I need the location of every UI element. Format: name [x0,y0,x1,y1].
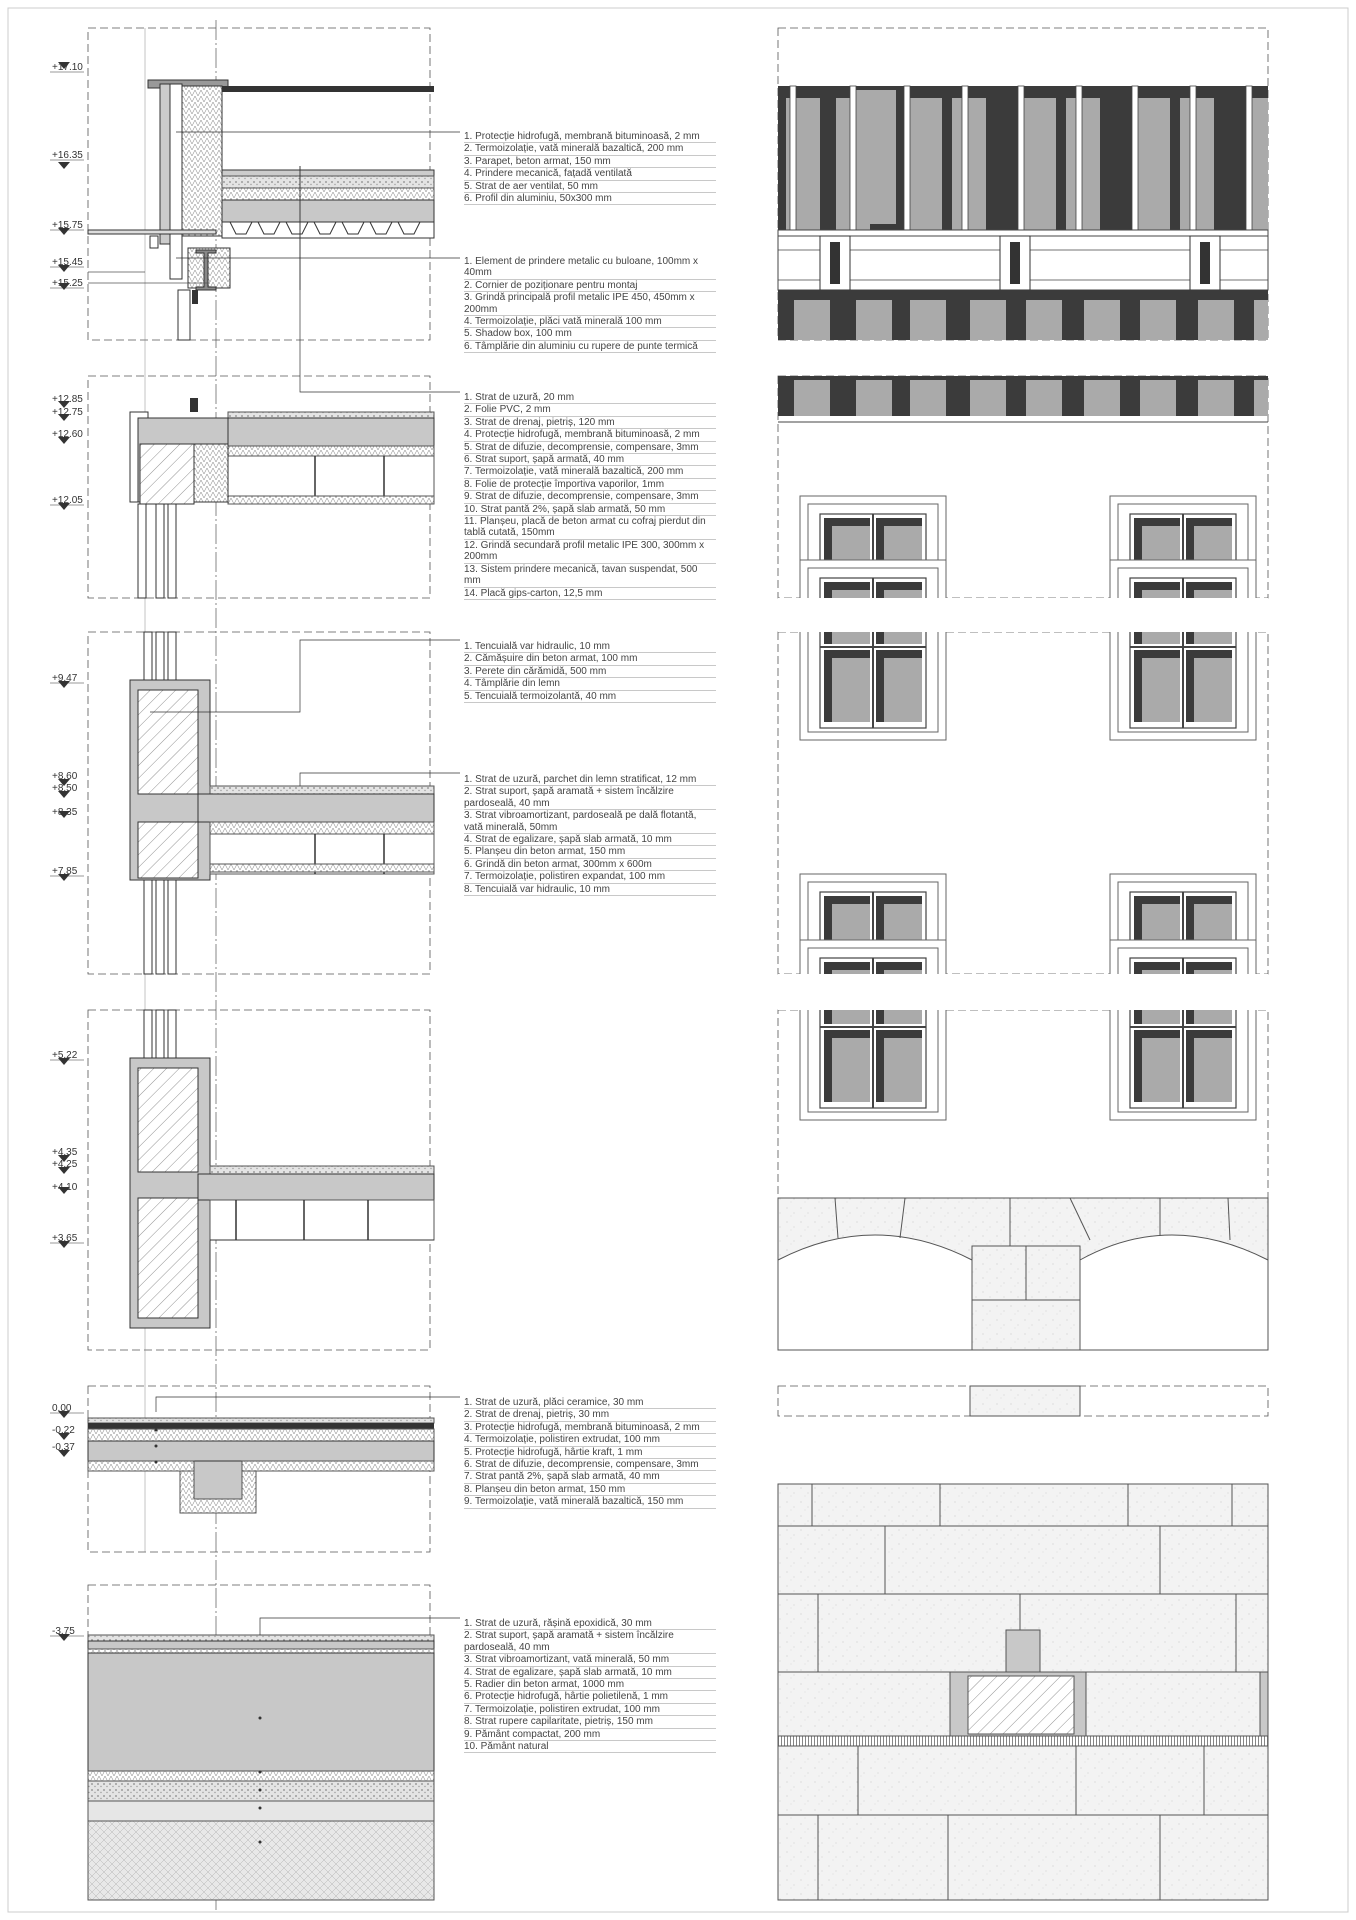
legend-item: 10. Strat pantă 2%, șapă slab armată, 50 mm [464,504,716,516]
legend-item: 9. Strat de difuzie, decomprensie, compensare, 3mm [464,491,716,503]
legend-item: 2. Termoizolație, vată minerală bazaltică, 200 mm [464,143,716,155]
roof-detail [88,80,434,340]
level-label: +5.22 [52,1050,78,1061]
legend-item: 8. Folie de protecție împortiva vaporilor, 1mm [464,479,716,491]
legend-item: 3. Strat vibroamortizant, pardoseală pe dală flotantă, vată minerală, 50mm [464,810,716,834]
legend-item: 9. Termoizolație, vată minerală bazaltică, 150 mm [464,1496,716,1508]
legend-roof-parapet [464,131,716,205]
legend-item: 2. Cornier de poziționare pentru montaj [464,280,716,292]
legend-item: 5. Strat de difuzie, decomprensie, compensare, 3mm [464,442,716,454]
legend-ground [464,1397,716,1509]
level-label: +4.35 [52,1147,78,1158]
level-label: +12.60 [52,429,83,440]
legend-item: 2. Strat de drenaj, pietriș, 30 mm [464,1409,716,1421]
level-label: +4.10 [52,1182,78,1193]
legend-item: 4. Termoizolație, polistiren extrudat, 100 mm [464,1434,716,1446]
legend-item: 7. Termoizolație, vată minerală bazaltică, 200 mm [464,466,716,478]
legend-roof-beam [464,256,716,353]
legend-item: 4. Termoizolație, plăci vată minerală 100 mm [464,316,716,328]
legend-item: 4. Protecție hidrofugă, membrană bituminoasă, 2 mm [464,429,716,441]
legend-item: 1. Element de prindere metalic cu buloane, 100mm x 40mm [464,256,716,280]
legend-item: 6. Grindă din beton armat, 300mm x 600m [464,859,716,871]
terrace-detail [130,398,434,598]
level-label: +16.35 [52,150,83,161]
legend-item: 3. Strat de drenaj, pietriș, 120 mm [464,417,716,429]
legend-item: 1. Strat de uzură, rășină epoxidică, 30 mm [464,1618,716,1630]
legend-item: 13. Sistem prindere mecanică, tavan suspendat, 500 mm [464,564,716,588]
legend-item: 1. Protecție hidrofugă, membrană bituminoasă, 2 mm [464,131,716,143]
legend-item: 1. Strat de uzură, 20 mm [464,392,716,404]
legend-item: 2. Strat suport, șapă aramată + sistem încălzire pardoseală, 40 mm [464,1630,716,1654]
legend-item: 11. Planșeu, placă de beton armat cu cofraj pierdut din tablă cutată, 150mm [464,516,716,540]
legend-item: 3. Perete din cărămidă, 500 mm [464,666,716,678]
legend-item: 2. Strat suport, șapă aramată + sistem încălzire pardoseală, 40 mm [464,786,716,810]
legend-item: 6. Tâmplărie din aluminiu cu rupere de punte termică [464,341,716,353]
legend-basement [464,1618,716,1753]
basement-detail [88,1635,434,1900]
legend-item: 4. Strat de egalizare, șapă slab armată, 10 mm [464,1667,716,1679]
legend-item: 4. Strat de egalizare, șapă slab armată, 10 mm [464,834,716,846]
level-underlines [50,72,84,1636]
level-label: +8.35 [52,807,78,818]
legend-item: 5. Planșeu din beton armat, 150 mm [464,846,716,858]
level-label: +8.60 [52,771,78,782]
level-label: +17.10 [52,62,83,73]
level-label: +12.05 [52,495,83,506]
floor-detail [130,632,434,974]
legend-item: 5. Protecție hidrofugă, hârtie kraft, 1 mm [464,1447,716,1459]
level-label: +15.45 [52,257,83,268]
legend-wall [464,641,716,703]
legend-item: 5. Tencuială termoizolantă, 40 mm [464,691,716,703]
legend-item: 7. Termoizolație, polistiren expandat, 100 mm [464,871,716,883]
legend-item: 4. Prindere mecanică, fațadă ventilată [464,168,716,180]
level-label: -3.75 [52,1626,75,1637]
legend-terrace [464,392,716,600]
level-label: +12.75 [52,407,83,418]
level-label: +15.25 [52,278,83,289]
legend-item: 3. Parapet, beton armat, 150 mm [464,156,716,168]
legend-item: 3. Strat vibroamortizant, vată minerală, 50 mm [464,1654,716,1666]
legend-item: 2. Cămășuire din beton armat, 100 mm [464,653,716,665]
legend-item: 8. Strat rupere capilaritate, pietriș, 150 mm [464,1716,716,1728]
legend-item: 8. Planșeu din beton armat, 150 mm [464,1484,716,1496]
facade-basement-masonry [778,1484,1268,1900]
level-label: +3.65 [52,1233,78,1244]
legend-item: 7. Termoizolație, polistiren extrudat, 100 mm [464,1704,716,1716]
level-label: -0.37 [52,1442,75,1453]
level-label: +8.50 [52,783,78,794]
level-label: 0.00 [52,1403,72,1414]
legend-item: 9. Pământ compactat, 200 mm [464,1729,716,1741]
legend-item: 8. Tencuială var hidraulic, 10 mm [464,884,716,896]
legend-item: 1. Strat de uzură, plăci ceramice, 30 mm [464,1397,716,1409]
level-label: +15.75 [52,220,83,231]
facade-windows [778,496,1268,1120]
level-label: +4.25 [52,1159,78,1170]
legend-item: 10. Pământ natural [464,1741,716,1753]
facade-plinth-strip [970,1386,1080,1416]
legend-item: 14. Placă gips-carton, 12,5 mm [464,588,716,600]
leader-lines [150,132,460,1635]
legend-item: 3. Grindă principală profil metalic IPE 450, 450mm x 200mm [464,292,716,316]
legend-item: 5. Radier din beton armat, 1000 mm [464,1679,716,1691]
legend-item: 5. Shadow box, 100 mm [464,328,716,340]
level-label: +7.85 [52,866,78,877]
ground-detail [88,1418,434,1513]
section-frames [88,28,430,1900]
level-label: +9.47 [52,673,78,684]
legend-item: 6. Strat suport, șapă armată, 40 mm [464,454,716,466]
level-label: -0.22 [52,1425,75,1436]
legend-item: 1. Tencuială var hidraulic, 10 mm [464,641,716,653]
legend-item: 12. Grindă secundară profil metalic IPE 300, 300mm x 200mm [464,540,716,564]
legend-item: 7. Strat pantă 2%, șapă slab armată, 40 mm [464,1471,716,1483]
facade-stone-arches [778,1198,1268,1350]
level-labels [52,62,83,1637]
legend-item: 3. Protecție hidrofugă, membrană bituminoasă, 2 mm [464,1422,716,1434]
first-floor-detail [130,1010,434,1328]
legend-item: 6. Strat de difuzie, decomprensie, compensare, 3mm [464,1459,716,1471]
legend-item: 6. Profil din aluminiu, 50x300 mm [464,193,716,205]
level-label: +12.85 [52,394,83,405]
legend-item: 1. Strat de uzură, parchet din lemn stratificat, 12 mm [464,774,716,786]
legend-item: 4. Tâmplărie din lemn [464,678,716,690]
legend-item: 6. Protecție hidrofugă, hârtie polietilenă, 1 mm [464,1691,716,1703]
curtain-wall-top [778,86,1268,422]
legend-floor [464,774,716,896]
legend-item: 5. Strat de aer ventilat, 50 mm [464,181,716,193]
legend-item: 2. Folie PVC, 2 mm [464,404,716,416]
